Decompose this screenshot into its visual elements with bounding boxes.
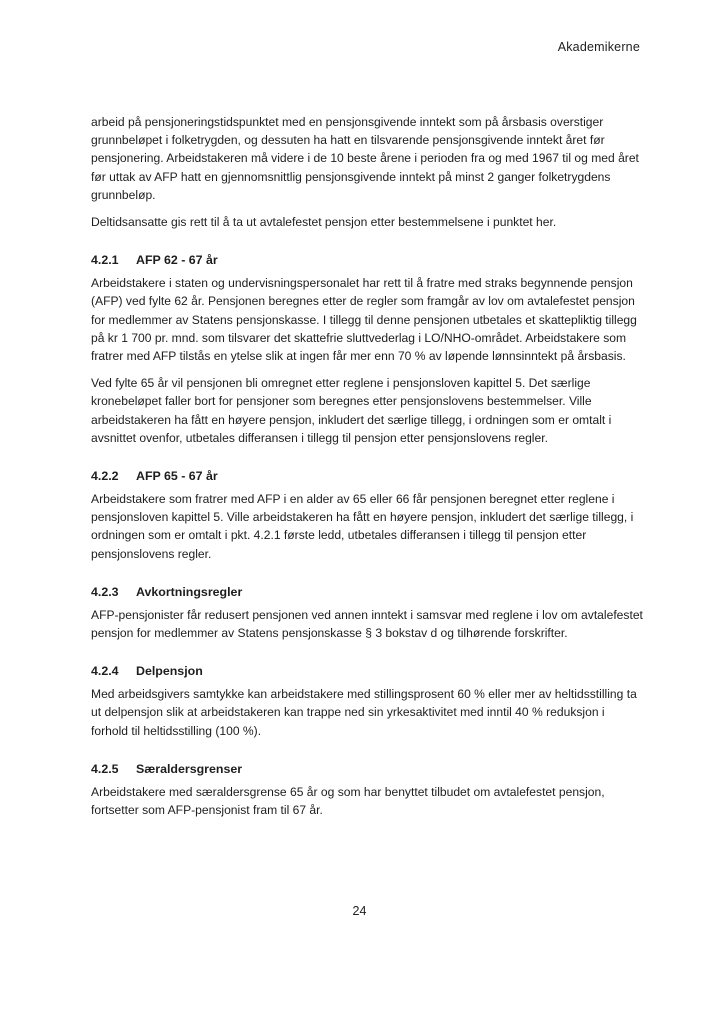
section-4-2-5 [91, 760, 644, 819]
intro-paragraph: Deltidsansatte gis rett til å ta ut avtalefestet pensjon etter bestemmelsene i punktet her. [91, 215, 557, 230]
section-title: Delpensjon [136, 664, 203, 679]
section-paragraph: Arbeidstakere som fratrer med AFP i en alder av 65 eller 66 får pensjonen beregnet etter reglene i pensjonsloven kapittel 5. Ville arbeidstakeren ha fått en høyere pensjon, inkludert det særlige tillegg, i ordningen som er omtalt i pkt. 4.2.1 første ledd, utbetales differansen i tillegg til pensjon etter pensjonslovens regler. [91, 492, 634, 561]
document-body [91, 113, 644, 828]
section-number: 4.2.3 [91, 584, 119, 599]
section-4-2-3 [91, 583, 644, 642]
section-heading [91, 662, 644, 680]
section-heading [91, 583, 644, 601]
section-title: AFP 62 - 67 år [136, 253, 218, 268]
section-4-2-4 [91, 662, 644, 740]
section-number: 4.2.5 [91, 761, 119, 776]
intro-paragraph: arbeid på pensjoneringstidspunktet med en pensjonsgivende inntekt som på årsbasis overstiger grunnbeløpet i folketrygden, og dessuten ha hatt en tilsvarende pensjonsgivende inntekt året før pensjonering. Arbeidstakeren må videre i de 10 beste årene i perioden fra og med 1967 til og med året før uttak av AFP hatt en gjennomsnittlig pensjonsgivende inntekt på minst 2 ganger folketrygdens grunnbeløp. [91, 115, 639, 202]
section-heading [91, 760, 644, 778]
section-paragraph: Arbeidstakere i staten og undervisningspersonalet har rett til å fratre med straks begynnende pensjon (AFP) ved fylte 62 år. Pensjonen beregnes etter de regler som framgår av lov om avtalefestet pensjon for medlemmer av Statens pensjonskasse. I tillegg til denne pensjonen utbetales et skattepliktig tillegg på kr 1 700 pr. mnd. som tilsvarer det skattefrie sluttvederlag i LO/NHO-området. Arbeidstakere som fratrer med AFP tilstås en ytelse slik at ingen får mer enn 70 % av løpende lønnsinntekt på årsbasis. [91, 276, 637, 364]
section-heading [91, 467, 644, 485]
section-paragraph: AFP-pensjonister får redusert pensjonen ved annen inntekt i samsvar med reglene i lov om avtalefestet pensjon for medlemmer av Statens pensjonskasse § 3 bokstav d og tilhørende forskrifter. [91, 607, 643, 641]
section-paragraph: Ved fylte 65 år vil pensjonen bli omregnet etter reglene i pensjonsloven kapittel 5. Det særlige kronebeløpet faller bort for pensjoner som beregnes etter pensjonslovens bestemmelser. Ville arbeidstakeren ha fått en høyere pensjon, inkludert det særlige tillegg, i ordningen som er omtalt i avsnittet ovenfor, utbetales differansen i tillegg til pensjon etter pensjonslovens regler. [91, 376, 612, 445]
section-4-2-2 [91, 467, 644, 563]
section-number: 4.2.2 [91, 469, 119, 484]
section-title: AFP 65 - 67 år [136, 469, 218, 484]
section-heading [91, 251, 644, 269]
section-paragraph: Med arbeidsgivers samtykke kan arbeidstakere med stillingsprosent 60 % eller mer av heltidsstilling ta ut delpensjon slik at arbeidstakeren kan trappe ned sin yrkesaktivitet med inntil 40 % reduksjon i forhold til heltidsstilling (100 %). [91, 687, 637, 738]
section-number: 4.2.1 [91, 253, 119, 268]
header-organization: Akademikerne [557, 40, 640, 54]
page-number: 24 [352, 904, 367, 918]
section-4-2-1 [91, 251, 644, 447]
section-number: 4.2.4 [91, 664, 119, 679]
section-title: Avkortningsregler [136, 584, 243, 599]
section-title: Særaldersgrenser [136, 761, 243, 776]
section-paragraph: Arbeidstakere med særaldersgrense 65 år og som har benyttet tilbudet om avtalefestet pensjon, fortsetter som AFP-pensjonist fram til 67 år. [91, 784, 605, 818]
